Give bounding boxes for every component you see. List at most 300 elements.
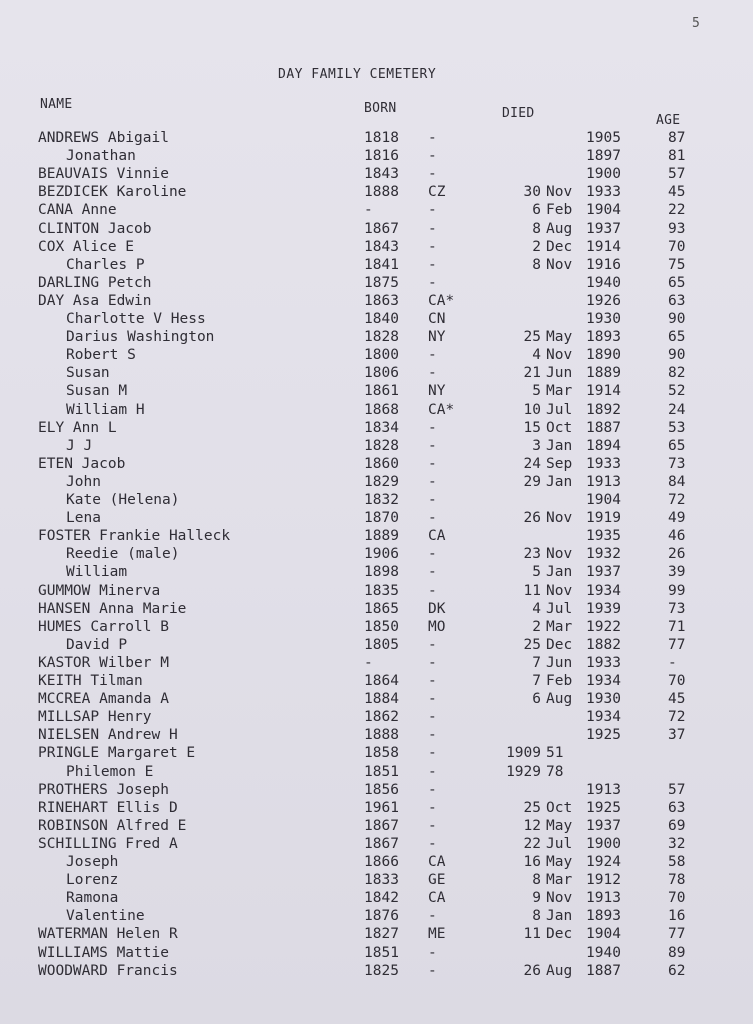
record-death-day: 16 (523, 854, 541, 870)
record-death-month: Mar (546, 872, 573, 889)
record-birthplace: - (428, 763, 437, 780)
record-death-month: Sep (546, 455, 573, 472)
record-name: HANSEN Anna Marie (38, 600, 187, 617)
record-row (0, 636, 753, 654)
record-born-year: - (364, 654, 373, 671)
record-birthplace: - (428, 473, 437, 490)
record-death-day: 25 (523, 329, 541, 346)
record-name: Susan M (66, 383, 128, 400)
record-birthplace: - (428, 148, 437, 165)
record-birthplace: - (428, 365, 437, 382)
record-death-year: 1937 (586, 817, 621, 834)
record-death-day: 2 (532, 618, 541, 635)
record-birthplace: CA (428, 890, 446, 907)
record-birthplace: NY (428, 329, 446, 346)
record-born-year: 1884 (364, 691, 399, 708)
record-age: 78 (668, 872, 686, 889)
record-death-year: 1913 (586, 473, 621, 490)
page-title: DAY FAMILY CEMETERY (278, 67, 437, 82)
record-born-year: 1865 (364, 600, 399, 617)
record-age: 49 (668, 510, 686, 527)
record-death-year: 1924 (586, 854, 621, 870)
record-age: 39 (668, 564, 686, 581)
record-age: 24 (668, 401, 686, 418)
record-death-day: 2 (532, 238, 541, 255)
record-death-year: 1919 (586, 510, 621, 527)
record-name: Robert S (66, 347, 136, 364)
record-born-year: 1827 (364, 926, 399, 943)
record-name: CANA Anne (38, 202, 117, 219)
record-age: 63 (668, 799, 686, 816)
record-name: WATERMAN Helen R (38, 926, 178, 943)
record-death-month: Feb (546, 202, 573, 219)
record-born-year: 1851 (364, 944, 399, 961)
record-age: 45 (668, 184, 686, 201)
record-death-year: 1893 (586, 908, 621, 925)
record-born-year: 1906 (364, 546, 399, 563)
record-death-year: 1937 (586, 220, 621, 237)
record-born-year: 1806 (364, 365, 399, 382)
record-name: Ramona (66, 890, 119, 907)
record-born-year: 1870 (364, 510, 399, 527)
record-death-year: 1934 (586, 709, 621, 726)
record-name: BEZDICEK Karoline (38, 184, 187, 201)
record-death-day: 8 (532, 872, 541, 889)
record-death-day: 23 (523, 546, 541, 563)
record-age: 75 (668, 256, 686, 273)
record-born-year: 1858 (364, 745, 399, 762)
record-death-month: Nov (546, 256, 573, 273)
record-age: 70 (668, 238, 686, 255)
record-row (0, 545, 753, 563)
record-death-day: 8 (532, 220, 541, 237)
record-row (0, 744, 753, 762)
column-header-name: NAME (40, 97, 73, 112)
record-birthplace: - (428, 709, 437, 726)
record-death-month: Aug (546, 962, 573, 979)
record-row (0, 563, 753, 581)
record-death-day: 15 (523, 419, 541, 436)
record-death-month: Mar (546, 383, 573, 400)
record-birthplace: - (428, 166, 437, 183)
record-death-month: Nov (546, 347, 573, 364)
record-death-month: Jul (546, 835, 573, 852)
record-death-year: 1916 (586, 256, 621, 273)
record-name: COX Alice E (38, 238, 135, 255)
record-birthplace: CN (428, 311, 446, 327)
record-birthplace: GE (428, 872, 446, 889)
record-age: 58 (668, 854, 686, 870)
record-row (0, 419, 753, 437)
record-death-day: 8 (532, 256, 541, 273)
record-death-year: 1893 (586, 329, 621, 346)
record-row (0, 527, 753, 545)
record-birthplace: - (428, 202, 437, 219)
record-age: 57 (668, 166, 686, 183)
record-birthplace: - (428, 238, 437, 255)
column-header-died: DIED (502, 106, 535, 121)
record-age: 77 (668, 926, 686, 943)
record-age: 32 (668, 835, 686, 852)
record-death-month: Jul (546, 600, 573, 617)
record-age: 77 (668, 636, 686, 653)
record-name: ETEN Jacob (38, 455, 126, 472)
record-name: GUMMOW Minerva (38, 582, 161, 599)
record-birthplace: - (428, 274, 437, 291)
record-born-year: 1862 (364, 709, 399, 726)
record-born-year: 1856 (364, 781, 399, 798)
record-born-year: 1866 (364, 854, 399, 870)
record-birthplace: NY (428, 383, 446, 400)
record-birthplace: ME (428, 926, 446, 943)
record-born-year: 1840 (364, 311, 399, 327)
record-death-day: 25 (523, 799, 541, 816)
record-death-month: Jan (546, 437, 573, 454)
record-birthplace: - (428, 130, 437, 146)
record-death-month: Dec (546, 238, 573, 255)
record-birthplace: - (428, 455, 437, 472)
record-born-year: 1816 (364, 148, 399, 165)
record-name: Jonathan (66, 148, 136, 165)
record-row (0, 364, 753, 382)
record-death-month: Jun (546, 654, 573, 671)
record-death-year: 1897 (586, 148, 621, 165)
record-death-day: 30 (523, 184, 541, 201)
record-age: 89 (668, 944, 686, 961)
record-age: 22 (668, 202, 686, 219)
record-birthplace: DK (428, 600, 446, 617)
record-death-month: Aug (546, 220, 573, 237)
record-name: WILLIAMS Mattie (38, 944, 169, 961)
record-death-day: 24 (523, 455, 541, 472)
record-name: Lena (66, 510, 101, 527)
record-death-month: May (546, 329, 573, 346)
record-born-year: 1898 (364, 564, 399, 581)
record-row (0, 382, 753, 400)
record-birthplace: - (428, 673, 437, 689)
record-born-year: 1833 (364, 872, 399, 889)
record-death-month: Jun (546, 365, 573, 382)
record-name: Susan (66, 365, 110, 382)
record-born-year: 1828 (364, 437, 399, 454)
record-death-year: 1940 (586, 274, 621, 291)
record-death-year: 1933 (586, 455, 621, 472)
record-row (0, 183, 753, 201)
record-born-year: 1863 (364, 292, 399, 309)
record-name: John (66, 473, 101, 490)
record-row (0, 907, 753, 925)
record-death-day: 8 (532, 908, 541, 925)
record-death-month: Jan (546, 564, 573, 581)
record-age: 69 (668, 817, 686, 834)
record-age: 63 (668, 292, 686, 309)
record-born-year: 1829 (364, 473, 399, 490)
record-birthplace: - (428, 510, 437, 527)
record-born-year: 1828 (364, 329, 399, 346)
record-birthplace: - (428, 564, 437, 581)
record-row (0, 437, 753, 455)
record-birthplace: - (428, 908, 437, 925)
record-age: 72 (668, 709, 686, 726)
record-row (0, 799, 753, 817)
record-death-day: 26 (523, 510, 541, 527)
record-name: William H (66, 401, 145, 418)
record-name: WOODWARD Francis (38, 962, 178, 979)
record-death-day: 3 (532, 437, 541, 454)
record-name: David P (66, 636, 128, 653)
record-row (0, 256, 753, 274)
record-name: Kate (Helena) (66, 492, 180, 508)
record-death-month: Nov (546, 510, 573, 527)
record-row (0, 925, 753, 943)
record-name: Philemon E (66, 763, 154, 780)
record-born-year: 1818 (364, 130, 399, 146)
record-death-year: 1940 (586, 944, 621, 961)
record-row (0, 328, 753, 346)
record-death-year: 1905 (586, 130, 621, 146)
record-death-year: 1900 (586, 166, 621, 183)
record-death-month: Feb (546, 673, 573, 689)
record-born-year: 1834 (364, 419, 399, 436)
record-death-year: 1914 (586, 383, 621, 400)
record-death-day: 5 (532, 383, 541, 400)
record-name: ROBINSON Alfred E (38, 817, 187, 834)
record-row (0, 962, 753, 980)
record-row (0, 726, 753, 744)
record-row (0, 600, 753, 618)
record-age: 45 (668, 691, 686, 708)
record-death-month: Nov (546, 546, 573, 563)
record-row (0, 835, 753, 853)
record-death-year: 1904 (586, 492, 621, 508)
record-death-month: Oct (546, 799, 573, 816)
record-death-month: 78 (546, 763, 564, 780)
record-row (0, 455, 753, 473)
record-born-year: 1867 (364, 220, 399, 237)
record-death-day: 7 (532, 673, 541, 689)
record-death-year: 1887 (586, 419, 621, 436)
record-born-year: 1867 (364, 817, 399, 834)
record-row (0, 201, 753, 219)
record-row (0, 618, 753, 636)
record-death-year: 1889 (586, 365, 621, 382)
record-age: 57 (668, 781, 686, 798)
record-death-year: 1914 (586, 238, 621, 255)
record-death-month: Jul (546, 401, 573, 418)
record-name: BEAUVAIS Vinnie (38, 166, 169, 183)
record-age: 84 (668, 473, 686, 490)
record-age: 73 (668, 600, 686, 617)
record-death-day: 11 (523, 926, 541, 943)
record-name: HUMES Carroll B (38, 618, 169, 635)
record-row (0, 944, 753, 962)
record-death-year: 1926 (586, 292, 621, 309)
record-death-day: 1929 (506, 763, 541, 780)
record-row (0, 763, 753, 781)
record-born-year: 1888 (364, 727, 399, 744)
record-death-day: 25 (523, 636, 541, 653)
record-row (0, 871, 753, 889)
record-death-month: Nov (546, 890, 573, 907)
record-death-year: 1887 (586, 962, 621, 979)
record-born-year: 1875 (364, 274, 399, 291)
record-death-year: 1925 (586, 799, 621, 816)
record-death-year: 1930 (586, 311, 621, 327)
record-born-year: 1851 (364, 763, 399, 780)
record-age: 99 (668, 582, 686, 599)
record-birthplace: - (428, 256, 437, 273)
record-birthplace: - (428, 636, 437, 653)
record-death-day: 7 (532, 654, 541, 671)
record-name: DAY Asa Edwin (38, 292, 152, 309)
record-born-year: 1805 (364, 636, 399, 653)
record-name: NIELSEN Andrew H (38, 727, 178, 744)
record-born-year: 1841 (364, 256, 399, 273)
record-death-year: 1894 (586, 437, 621, 454)
record-death-year: 1933 (586, 654, 621, 671)
record-death-month: Nov (546, 582, 573, 599)
record-death-day: 5 (532, 564, 541, 581)
record-death-year: 1930 (586, 691, 621, 708)
record-name: FOSTER Frankie Halleck (38, 528, 231, 545)
record-born-year: 1800 (364, 347, 399, 364)
record-death-year: 1890 (586, 347, 621, 364)
record-death-day: 26 (523, 962, 541, 979)
record-row (0, 654, 753, 672)
record-row (0, 310, 753, 328)
record-born-year: 1864 (364, 673, 399, 689)
record-born-year: 1889 (364, 528, 399, 545)
record-birthplace: CA* (428, 401, 455, 418)
record-age: 52 (668, 383, 686, 400)
record-birthplace: - (428, 799, 437, 816)
record-death-month: 51 (546, 745, 564, 762)
record-age: 65 (668, 329, 686, 346)
record-death-month: May (546, 817, 573, 834)
record-name: CLINTON Jacob (38, 220, 152, 237)
record-death-day: 9 (532, 890, 541, 907)
record-born-year: 1876 (364, 908, 399, 925)
record-born-year: 1825 (364, 962, 399, 979)
column-header-born: BORN (364, 101, 397, 116)
record-death-month: Nov (546, 184, 573, 201)
record-death-month: Dec (546, 636, 573, 653)
record-death-year: 1912 (586, 872, 621, 889)
record-birthplace: MO (428, 618, 446, 635)
record-row (0, 129, 753, 147)
record-row (0, 165, 753, 183)
record-birthplace: - (428, 347, 437, 364)
record-death-day: 21 (523, 365, 541, 382)
record-death-day: 12 (523, 817, 541, 834)
record-death-year: 1937 (586, 564, 621, 581)
record-age: 65 (668, 274, 686, 291)
record-death-day: 22 (523, 835, 541, 852)
record-row (0, 690, 753, 708)
record-name: Joseph (66, 854, 119, 870)
record-born-year: 1843 (364, 166, 399, 183)
record-age: 65 (668, 437, 686, 454)
record-row (0, 346, 753, 364)
record-death-year: 1913 (586, 781, 621, 798)
record-age: 37 (668, 727, 686, 744)
record-birthplace: - (428, 419, 437, 436)
record-row (0, 274, 753, 292)
record-birthplace: - (428, 835, 437, 852)
record-age: 70 (668, 673, 686, 689)
record-row (0, 401, 753, 419)
record-name: William (66, 564, 128, 581)
record-death-year: 1933 (586, 184, 621, 201)
record-born-year: - (364, 202, 373, 219)
record-age: 72 (668, 492, 686, 508)
record-age: 90 (668, 347, 686, 364)
record-name: KASTOR Wilber M (38, 654, 169, 671)
column-header-age: AGE (656, 113, 681, 128)
record-birthplace: - (428, 654, 437, 671)
record-age: 73 (668, 455, 686, 472)
record-birthplace: CA (428, 528, 446, 545)
record-age: 71 (668, 618, 686, 635)
record-age: 87 (668, 130, 686, 146)
record-death-month: Dec (546, 926, 573, 943)
record-birthplace: - (428, 492, 437, 508)
record-born-year: 1867 (364, 835, 399, 852)
page-number: 5 (692, 16, 700, 31)
record-death-year: 1900 (586, 835, 621, 852)
record-row (0, 473, 753, 491)
record-age: 53 (668, 419, 686, 436)
record-birthplace: - (428, 546, 437, 563)
record-death-year: 1932 (586, 546, 621, 563)
record-birthplace: - (428, 781, 437, 798)
record-age: 82 (668, 365, 686, 382)
record-born-year: 1842 (364, 890, 399, 907)
record-death-year: 1939 (586, 600, 621, 617)
record-name: SCHILLING Fred A (38, 835, 178, 852)
record-birthplace: - (428, 220, 437, 237)
record-row (0, 853, 753, 871)
record-age: 70 (668, 890, 686, 907)
record-death-year: 1925 (586, 727, 621, 744)
record-born-year: 1832 (364, 492, 399, 508)
record-birthplace: - (428, 437, 437, 454)
record-birthplace: CA* (428, 292, 455, 309)
record-death-day: 11 (523, 582, 541, 599)
record-death-year: 1913 (586, 890, 621, 907)
record-death-year: 1892 (586, 401, 621, 418)
record-name: Reedie (male) (66, 546, 180, 563)
record-born-year: 1961 (364, 799, 399, 816)
record-age: - (668, 654, 677, 671)
record-row (0, 582, 753, 600)
record-birthplace: - (428, 944, 437, 961)
record-row (0, 147, 753, 165)
record-name: Charles P (66, 256, 145, 273)
record-name: KEITH Tilman (38, 673, 143, 689)
record-born-year: 1861 (364, 383, 399, 400)
record-age: 90 (668, 311, 686, 327)
record-birthplace: - (428, 962, 437, 979)
record-death-year: 1922 (586, 618, 621, 635)
record-name: PROTHERS Joseph (38, 781, 169, 798)
record-row (0, 220, 753, 238)
record-name: Lorenz (66, 872, 119, 889)
record-born-year: 1850 (364, 618, 399, 635)
record-age: 26 (668, 546, 686, 563)
record-death-day: 6 (532, 202, 541, 219)
record-birthplace: - (428, 727, 437, 744)
